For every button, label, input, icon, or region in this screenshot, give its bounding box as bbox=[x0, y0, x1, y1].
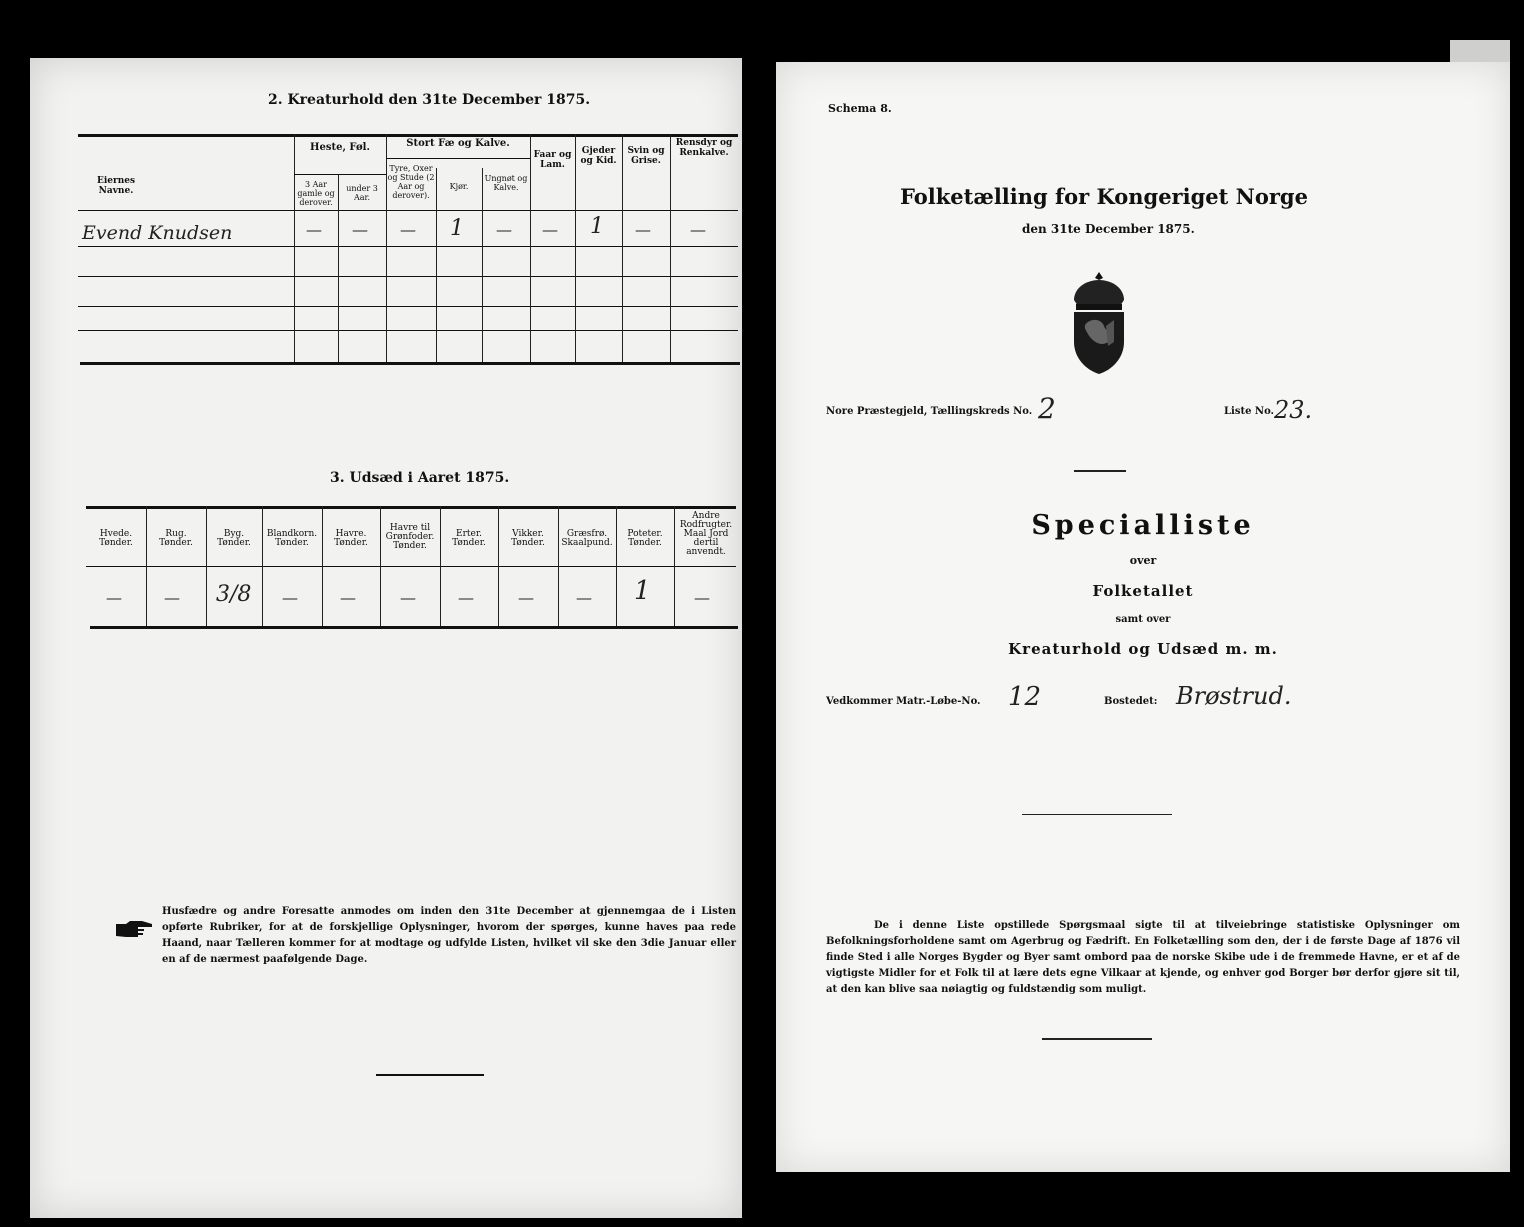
census-title: Folketælling for Kongeriget Norge bbox=[900, 184, 1308, 209]
col-line bbox=[262, 506, 263, 626]
col-line bbox=[146, 506, 147, 626]
rule bbox=[78, 134, 738, 137]
cell: — bbox=[106, 588, 122, 607]
rule bbox=[78, 246, 738, 247]
cell: — bbox=[694, 588, 710, 607]
schema-label: Schema 8. bbox=[828, 102, 892, 115]
pointing-hand-icon bbox=[116, 920, 154, 940]
rensdyr-header: Rensdyr og Renkalve. bbox=[675, 138, 733, 158]
col-line bbox=[440, 506, 441, 626]
rule bbox=[90, 626, 738, 629]
faar-header: Faar og Lam. bbox=[533, 150, 572, 170]
cell: — bbox=[542, 220, 558, 239]
cell: — bbox=[458, 588, 474, 607]
liste-label: Liste No. bbox=[1224, 406, 1275, 417]
coat-of-arms-icon bbox=[1066, 270, 1132, 376]
cell: 1 bbox=[590, 214, 604, 239]
cell: — bbox=[690, 220, 706, 239]
stort-sub1: Tyre, Oxer og Stude (2 Aar og derover). bbox=[387, 164, 435, 200]
heste-sub2: under 3 Aar. bbox=[346, 184, 378, 202]
col-havre-gronfoder: Havre til Grønfoder. Tønder. bbox=[385, 523, 435, 551]
prestegjeld-label: Nore Præstegjeld, Tællingskreds No. bbox=[826, 406, 1033, 417]
matr-label: Vedkommer Matr.-Løbe-No. bbox=[826, 696, 981, 707]
col-line bbox=[622, 134, 623, 362]
cell: — bbox=[282, 588, 298, 607]
rule bbox=[1042, 1038, 1152, 1040]
cell: — bbox=[496, 220, 512, 239]
cell: — bbox=[400, 588, 416, 607]
cell: 3/8 bbox=[216, 582, 252, 607]
cell: — bbox=[306, 220, 322, 239]
owner-name: Evend Knudsen bbox=[82, 222, 233, 244]
cell: — bbox=[340, 588, 356, 607]
cell: 1 bbox=[450, 216, 464, 241]
rule bbox=[78, 306, 738, 307]
col-line bbox=[482, 168, 483, 362]
cell: 1 bbox=[634, 576, 651, 606]
stort-sub2: Kjør. bbox=[449, 182, 469, 191]
rule bbox=[294, 174, 386, 175]
col-line bbox=[206, 506, 207, 626]
section2-title: 2. Kreaturhold den 31te December 1875. bbox=[268, 92, 591, 108]
over-text: over bbox=[1129, 554, 1157, 567]
rule bbox=[386, 158, 530, 159]
owner-col-header: Eiernes Navne. bbox=[96, 176, 136, 196]
col-line bbox=[498, 506, 499, 626]
intro-text: De i denne Liste opstillede Spørgsmaal sigte til at tilveiebringe statistiske Oplysninger om Befolkningsforholdene samt om Agerbrug og Fædrift. En Folketælling som den, der i de første Dage af 1876 vil finde Sted i alle Norges Bygder og Byer samt ombord paa de norske Skibe ude i de fremmede Havne, er et af de vigtigste Midler for et Folk til at lære dets egne Vilkaar at kjende, og enhver god Borger bør derfor gjøre sit til, at den kan blive saa nøiagtig og fuldstændig som muligt. bbox=[826, 920, 1460, 995]
liste-number: 23. bbox=[1274, 396, 1313, 424]
col-vikker: Vikker. Tønder. bbox=[511, 529, 545, 548]
section3-title: 3. Udsæd i Aaret 1875. bbox=[330, 470, 510, 486]
rule bbox=[1022, 814, 1172, 815]
specialliste-heading: Specialliste bbox=[1031, 510, 1255, 541]
bostedet-label: Bostedet: bbox=[1104, 696, 1158, 707]
col-rug: Rug. Tønder. bbox=[159, 529, 193, 548]
rule bbox=[78, 276, 738, 277]
folketallet-text: Folketallet bbox=[1092, 582, 1194, 600]
left-page bbox=[30, 58, 742, 1218]
svin-header: Svin og Grise. bbox=[627, 146, 665, 166]
col-graesfro: Græsfrø. Skaalpund. bbox=[561, 529, 613, 548]
cell: — bbox=[352, 220, 368, 239]
cell: — bbox=[635, 220, 651, 239]
cell: — bbox=[164, 588, 180, 607]
col-line bbox=[575, 134, 576, 362]
gjeder-header: Gjeder og Kid. bbox=[580, 146, 617, 166]
col-line bbox=[558, 506, 559, 626]
cell: — bbox=[400, 220, 416, 239]
notice-text: Husfædre og andre Foresatte anmodes om inden den 31te December at gjennemgaa de i Listen opførte Rubriker, for at de forskjellige Oplysninger, hvorom der spørges, kunne haves paa rede Haand, naar Tælleren kommer for at modtage og udfylde Listen, hvilket vil ske den 3die Januar eller en af de nærmest paafølgende Dage. bbox=[162, 906, 736, 965]
rule bbox=[86, 566, 736, 567]
kreaturhold-text: Kreaturhold og Udsæd m. m. bbox=[1008, 640, 1278, 658]
heste-header: Heste, Føl. bbox=[310, 142, 370, 153]
col-byg: Byg. Tønder. bbox=[217, 529, 251, 548]
col-poteter: Poteter. Tønder. bbox=[627, 529, 663, 548]
bostedet-value: Brøstrud. bbox=[1176, 682, 1292, 710]
right-page bbox=[776, 62, 1510, 1172]
rule bbox=[78, 210, 738, 211]
col-line bbox=[294, 134, 295, 362]
col-hvede: Hvede. Tønder. bbox=[99, 529, 133, 548]
col-erter: Erter. Tønder. bbox=[452, 529, 486, 548]
col-line bbox=[670, 134, 671, 362]
col-line bbox=[338, 174, 339, 362]
samt-over-text: samt over bbox=[1115, 614, 1171, 625]
matr-number: 12 bbox=[1008, 682, 1042, 712]
col-blandkorn: Blandkorn. Tønder. bbox=[266, 529, 318, 548]
col-line bbox=[322, 506, 323, 626]
col-line bbox=[616, 506, 617, 626]
rule bbox=[1074, 470, 1126, 472]
cell: — bbox=[518, 588, 534, 607]
rule bbox=[78, 330, 738, 331]
heste-sub1: 3 Aar gamle og derover. bbox=[297, 180, 335, 207]
rule bbox=[86, 506, 736, 509]
census-subtitle: den 31te December 1875. bbox=[1022, 222, 1195, 236]
stort-sub3: Ungnøt og Kalve. bbox=[484, 174, 528, 192]
col-line bbox=[436, 168, 437, 362]
rule bbox=[376, 1074, 484, 1076]
stort-header: Stort Fæ og Kalve. bbox=[406, 138, 510, 149]
rule bbox=[80, 362, 740, 365]
col-andre-rodfrugter: Andre Rodfrugter. Maal Jord dertil anvendt. bbox=[679, 511, 733, 557]
cell: — bbox=[576, 588, 592, 607]
kreds-number: 2 bbox=[1038, 392, 1056, 425]
col-havre: Havre. Tønder. bbox=[334, 529, 368, 548]
